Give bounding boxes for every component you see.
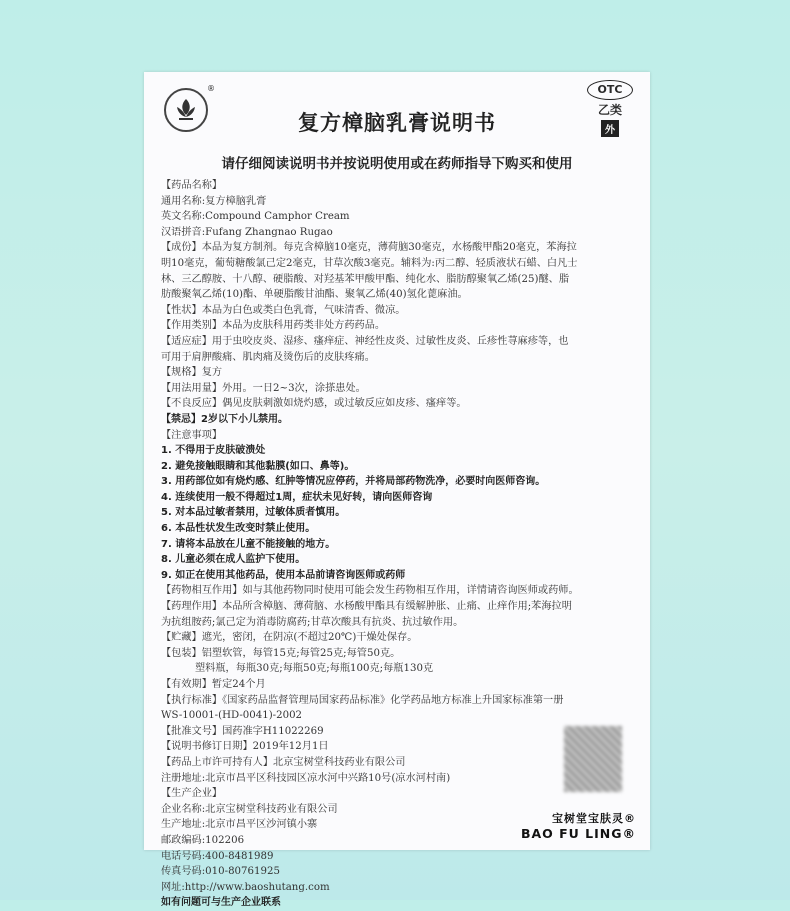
otc-badge <box>584 80 636 137</box>
text-line: 【包装】铝塑软管，每管15克;每管25克;每管50克。 <box>161 647 401 659</box>
otc-label: OTC <box>587 80 633 100</box>
qr-code-icon <box>564 726 622 792</box>
text-line: 电话号码:400-8481989 <box>161 850 274 862</box>
text-line: 9. 如正在使用其他药品，使用本品前请咨询医师或药师 <box>161 569 406 581</box>
text-line: 【说明书修订日期】2019年12月1日 <box>161 741 329 753</box>
text-line: 【禁忌】2岁以下小儿禁用。 <box>161 413 288 425</box>
brand-mark <box>521 810 636 841</box>
text-line: 【药品名称】 <box>161 180 223 191</box>
text-line: 【药物相互作用】如与其他药物同时使用可能会发生药物相互作用，详情请咨询医师或药师。 <box>161 585 579 597</box>
text-line: 林、三乙醇胺、十八醇、硬脂酸、对羟基苯甲酸甲酯、纯化水、脂肪醇聚氧乙烯(25)醚、脂 <box>161 273 570 285</box>
text-line: 可用于肩胛酸痛、肌肉痛及烫伤后的皮肤疼痛。 <box>161 351 375 363</box>
text-line: 【性状】本品为白色或类白色乳膏，气味清香、微凉。 <box>161 304 406 316</box>
usage-notice: 请仔细阅读说明书并按说明使用或在药师指导下购买和使用 <box>221 156 573 172</box>
text-line: 【作用类别】本品为皮肤科用药类非处方药药品。 <box>161 320 386 332</box>
text-line: 6. 本品性状发生改变时禁止使用。 <box>161 523 316 535</box>
text-line: 汉语拼音:Fufang Zhangnao Rugao <box>161 226 333 238</box>
text-line: 1. 不得用于皮肤破溃处 <box>161 445 266 457</box>
otc-class: 乙类 <box>597 103 622 117</box>
text-line: 【药理作用】本品所含樟脑、薄荷脑、水杨酸甲酯具有缓解肿胀、止痛、止痒作用;苯海拉明 <box>161 601 572 613</box>
text-line: WS-10001-(HD-0041)-2002 <box>161 710 303 722</box>
leaflet-body <box>161 178 641 911</box>
text-line: 为抗组胺药;氯己定为消毒防腐药;甘草次酸具有抗炎、抗过敏作用。 <box>161 616 464 628</box>
text-line: 5. 对本品过敏者禁用，过敏体质者慎用。 <box>161 507 346 519</box>
text-line: 英文名称:Compound Camphor Cream <box>161 211 350 223</box>
text-line: 明10毫克，葡萄糖酸氯己定2毫克，甘草次酸3毫克。辅料为:丙二醇、轻质液状石蜡、白凡士 <box>161 257 578 269</box>
text-line: 【适应症】用于虫咬皮炎、湿疹、瘙痒症、神经性皮炎、过敏性皮炎、丘疹性荨麻疹等，也 <box>161 335 569 347</box>
text-line: 【不良反应】偶见皮肤刺激如烧灼感，或过敏反应如皮疹、瘙痒等。 <box>161 398 467 410</box>
text-line: 【生产企业】 <box>161 788 223 800</box>
logo-registered-mark: ® <box>207 84 215 93</box>
text-line: 网址:http://www.baoshutang.com <box>161 881 330 893</box>
text-line: 传真号码:010-80761925 <box>161 866 280 878</box>
document-title: 复方樟脑乳膏说明书 <box>298 111 496 135</box>
text-line: 【用法用量】外用。一日2~3次，涂搽患处。 <box>161 382 366 394</box>
text-line: 【注意事项】 <box>161 429 223 441</box>
text-line: 【药品上市许可持有人】北京宝树堂科技药业有限公司 <box>161 756 406 768</box>
text-line: 邮政编码:102206 <box>161 834 245 846</box>
text-line: 7. 请将本品放在儿童不能接触的地方。 <box>161 538 336 550</box>
text-line: 【成份】本品为复方制剂。每克含樟脑10毫克，薄荷脑30毫克，水杨酸甲酯20毫克，苯海拉 <box>161 242 577 254</box>
text-line: 【有效期】暂定24个月 <box>161 679 266 690</box>
text-line: 4. 连续使用一般不得超过1周，症状未见好转，请向医师咨询 <box>161 491 433 503</box>
text-line: 注册地址:北京市昌平区科技园区凉水河中兴路10号(凉水河村南) <box>161 772 451 784</box>
text-line: 生产地址:北京市昌平区沙河镇小寨 <box>161 819 318 831</box>
text-line: 企业名称:北京宝树堂科技药业有限公司 <box>161 803 338 815</box>
text-line: 通用名称:复方樟脑乳膏 <box>161 195 267 207</box>
text-line: 【贮藏】遮光，密闭，在阴凉(不超过20℃)干燥处保存。 <box>161 632 418 644</box>
text-line: 【执行标准】《国家药品监督管理局国家药品标准》化学药品地方标准上升国家标准第一册 <box>161 694 564 706</box>
text-line: 肪酸聚氧乙烯(10)酯、单硬脂酸甘油酯、聚氧乙烯(40)氢化蓖麻油。 <box>161 289 468 301</box>
text-line: 塑料瓶，每瓶30克;每瓶50克;每瓶100克;每瓶130克 <box>195 663 434 675</box>
text-line: 如有问题可与生产企业联系 <box>161 897 281 909</box>
brand-name-en: BAO FU LING® <box>520 826 636 841</box>
text-line: 2. 避免接触眼睛和其他黏膜(如口、鼻等)。 <box>161 460 355 472</box>
brand-name-cn: 宝树堂宝肤灵® <box>552 812 636 825</box>
leaflet-sheet <box>144 72 650 909</box>
text-line: 8. 儿童必须在成人监护下使用。 <box>161 554 306 566</box>
text-line: 【批准文号】国药准字H11022269 <box>161 725 324 737</box>
text-line: 【规格】复方 <box>161 367 223 379</box>
external-use-badge: 外 <box>601 120 619 137</box>
text-line: 3. 用药部位如有烧灼感、红肿等情况应停药，并将局部药物洗净，必要时向医师咨询。 <box>161 476 546 488</box>
